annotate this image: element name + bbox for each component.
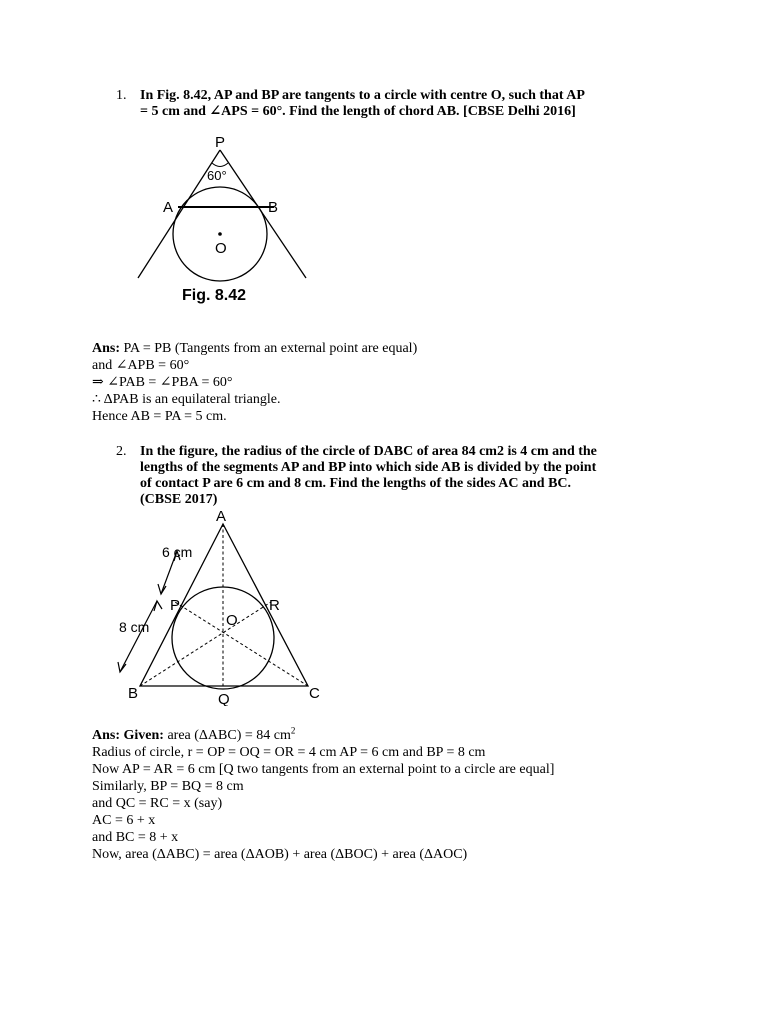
label-b: B [268, 199, 279, 216]
answer-line: Similarly, BP = BQ = 8 cm [92, 779, 244, 794]
question-number: 1. [116, 88, 127, 103]
label-r: R [269, 597, 280, 614]
answer-line: and ∠APB = 60° [92, 358, 190, 373]
label-p: P [170, 597, 181, 614]
question-number: 2. [116, 444, 127, 459]
answer-line: PA = PB (Tangents from an external point are equal) [120, 341, 418, 356]
answer-line: ⇒ ∠PAB = ∠PBA = 60° [92, 375, 233, 390]
answer-line: Hence AB = PA = 5 cm. [92, 409, 227, 424]
figure-8-42 [134, 130, 319, 310]
question-1 [116, 88, 686, 120]
length-label-8cm: 8 cm [119, 619, 150, 635]
question-text-line: In Fig. 8.42, AP and BP are tangents to a circle with centre O, such that AP [140, 88, 585, 103]
length-label-6cm: 6 cm [162, 544, 193, 560]
question-text-line: lengths of the segments AP and BP into which side AB is divided by the point [140, 460, 597, 475]
answer-line: Now AP = AR = 6 cm [Q two tangents from an external point to a circle are equal] [92, 762, 555, 777]
answer-line: AC = 6 + x [92, 813, 156, 828]
answer-line: Radius of circle, r = OP = OQ = OR = 4 cm AP = 6 cm and BP = 8 cm [92, 745, 486, 760]
angle-arc [212, 163, 228, 167]
answer-line: area (ΔABC) = 84 cm [163, 728, 291, 743]
label-c: C [309, 685, 320, 702]
superscript: 2 [290, 725, 296, 736]
question-2 [116, 444, 686, 508]
answer-line: Now, area (ΔABC) = area (ΔAOB) + area (ΔBOC) + area (ΔAOC) [92, 847, 468, 862]
label-o: O [215, 240, 227, 257]
answer-2 [92, 727, 712, 863]
line-cp [175, 602, 308, 686]
figure-caption: Fig. 8.42 [182, 287, 247, 304]
label-a: A [163, 199, 174, 216]
question-text-line: = 5 cm and ∠APS = 60°. Find the length of chord AB. [CBSE Delhi 2016] [140, 104, 576, 119]
centre-point [218, 232, 222, 236]
arrow-head [154, 601, 162, 611]
incircle-triangle-figure [110, 508, 330, 706]
answer-line: ∴ ΔPAB is an equilateral triangle. [92, 392, 281, 407]
question-text-line: of contact P are 6 cm and 8 cm. Find the lengths of the sides AC and BC. [140, 476, 572, 491]
question-text-line: (CBSE 2017) [140, 492, 218, 507]
answer-line: and QC = RC = x (say) [92, 796, 223, 811]
dimension-line-8cm [120, 601, 157, 672]
label-p: P [215, 134, 226, 151]
answer-line: and BC = 8 + x [92, 830, 179, 845]
answer-label: Ans: [92, 341, 121, 356]
answer-label: Ans: Given: [92, 728, 164, 743]
label-o: O [226, 612, 238, 629]
label-q: Q [218, 691, 230, 706]
angle-label: 60° [207, 168, 227, 183]
label-a: A [216, 508, 227, 525]
answer-1 [92, 340, 712, 425]
line-br [140, 602, 271, 686]
label-b: B [128, 685, 139, 702]
question-text-line: In the figure, the radius of the circle of DABC of area 84 cm2 is 4 cm and the [140, 444, 597, 459]
